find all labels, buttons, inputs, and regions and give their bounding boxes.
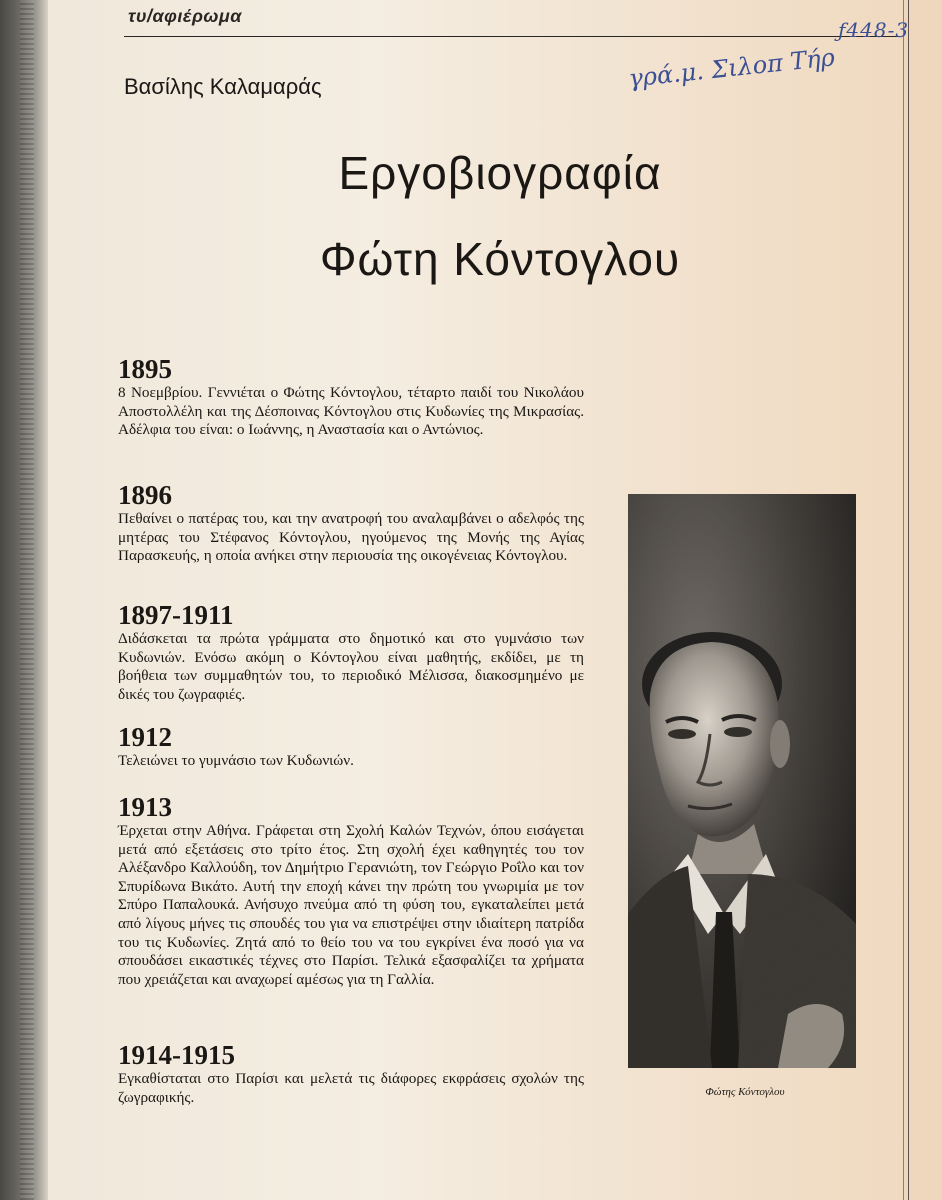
entry-year: 1912 [118, 722, 172, 752]
entry-text: Διδάσκεται τα πρώτα γράμματα στο δημοτικό και στο γυμνάσιο των Κυδωνιών. Ενόσω ακόμη ο Κόντογλου είναι μαθητής, εκδίδει, με τη βοήθεια των συμμαθητών του, το περιοδικό Μέλισσα, διακοσμημένο με δικές του ζωγραφιές. [118, 630, 584, 703]
entry-text: Εγκαθίσταται στο Παρίσι και μελετά τις διάφορες εκφράσεις σχολών της ζωγραφικής. [118, 1070, 584, 1106]
entry-text: Τελειώνει το γυμνάσιο των Κυδωνιών. [118, 752, 354, 769]
article-title-line-2: Φώτη Κόντογλου [319, 233, 681, 285]
entry-year: 1896 [118, 480, 172, 510]
article-author: Βασίλης Καλαμαράς [124, 74, 322, 99]
paper-edge-line [908, 0, 909, 1200]
timeline-entry-1914-1915 [118, 1040, 584, 1107]
portrait-photo [628, 494, 856, 1068]
header-rule [124, 36, 900, 37]
entry-text: Έρχεται στην Αθήνα. Γράφεται στη Σχολή Καλών Τεχνών, όπου εισάγεται μετά από εξετάσεις στο τρίτο έτος. Στη σχολή έχει καθηγητές του τον Αλέξανδρο Καλλούδη, τον Δημήτριο Γερανιώτη, τον Γεώργιο Ροΐλο και τον Σπυρίδωνα Βικάτο. Αυτή την εποχή κάνει την πρώτη του γνωριμία με τον Σπύρο Παπαλουκά. Ανήσυχο πνεύμα από τη φύση του, εγκαταλείπει μετά από λίγους μήνες τις σπουδές του για να επιστρέψει στην ιδιαίτερη πατρίδα του τις Κυδωνίες. Ζητά από το θείο του να του εγκρίνει ένα ποσό για να σπουδάσει εικαστικές τέχνες στο Παρίσι. Τελικά εξασφαλίζει τα χρήματα που χρειάζεται και αναχωρεί αμέσως για τη Γαλλία. [118, 822, 584, 988]
timeline-entry-1897-1911 [118, 600, 584, 704]
entry-year: 1895 [118, 354, 172, 384]
entry-year: 1914-1915 [118, 1040, 235, 1070]
portrait-halftone [628, 494, 856, 1068]
timeline-entry-1896 [118, 480, 584, 566]
photo-caption: Φώτης Κόντογλου [705, 1086, 785, 1098]
section-label: τυ/αφιέρωμα [128, 6, 242, 26]
entry-text: Πεθαίνει ο πατέρας του, και την ανατροφή του αναλαμβάνει ο αδελφός της μητέρας του Στέφανος Κόντογλου, ηγούμενος της Μονής της Αγίας Παρασκευής, η οποία ανήκει στην περιουσία της οικογένειας Κόντογλου. [118, 510, 584, 565]
timeline-entry-1895 [118, 354, 584, 440]
entry-text: 8 Νοεμβρίου. Γεννιέται ο Φώτης Κόντογλου, τέταρτο παιδί του Νικολάου Αποστολλέλη και της Δέσποινας Κόντογλου στις Κυδωνίες της Μικρασίας. Αδέλφια του είναι: ο Ιωάννης, η Αναστασία και ο Αντώνιος. [118, 384, 584, 439]
scan-binding-shadow [0, 0, 48, 1200]
handwritten-reference: ƒ448-3 [838, 18, 910, 42]
handwritten-note: γρά.μ. Σιλοπ Τήρ [627, 43, 836, 93]
timeline-entry-1913 [118, 792, 584, 989]
entry-year: 1913 [118, 792, 172, 822]
entry-year: 1897-1911 [118, 600, 234, 630]
article-title-line-1: Εργοβιογραφία [338, 147, 662, 199]
timeline-entry-1912 [118, 722, 584, 771]
